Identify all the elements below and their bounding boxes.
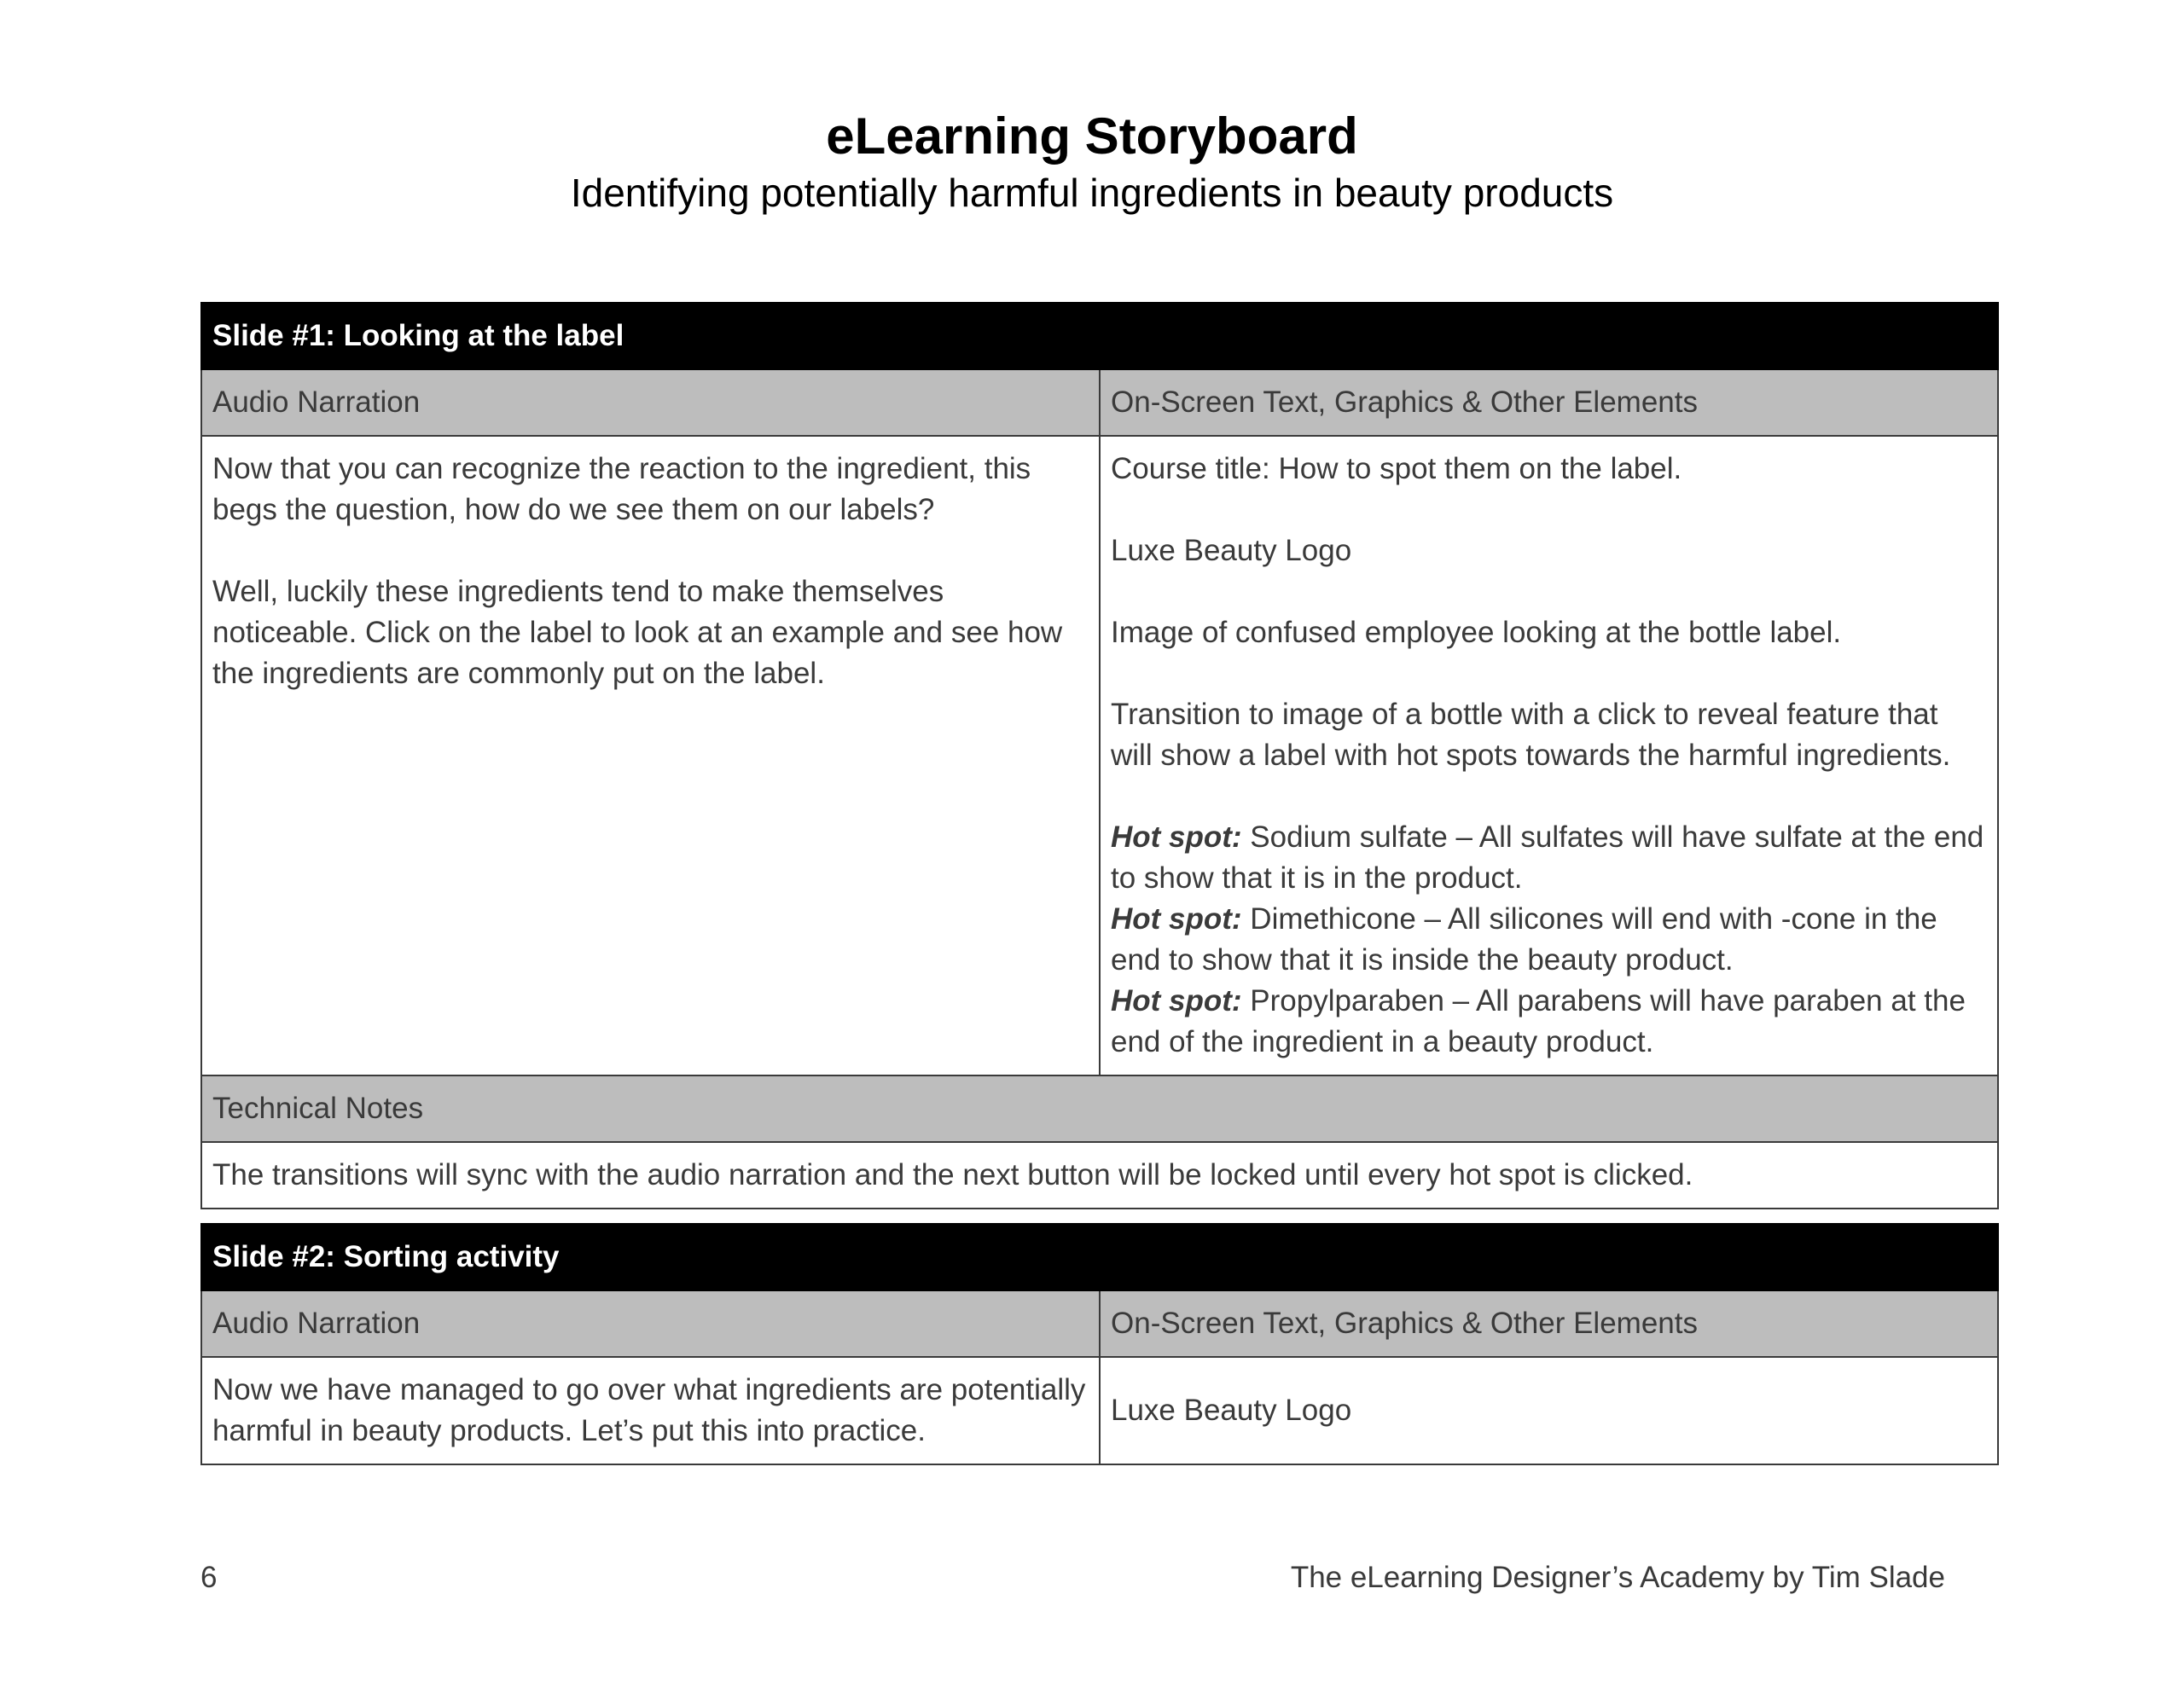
- hotspot-item: [1111, 899, 1987, 981]
- hotspot-text: Dimethicone – All silicones will end with -cone in the end to show that it is inside the beauty product.: [1111, 902, 1937, 977]
- onscreen-image-note: Image of confused employee looking at the bottle label.: [1111, 616, 1842, 649]
- hotspot-item: [1111, 981, 1987, 1063]
- slide-2-onscreen-heading: On-Screen Text, Graphics & Other Elements: [1100, 1290, 1998, 1357]
- slide-2-table: [200, 1223, 1999, 1465]
- onscreen-logo-note: Luxe Beauty Logo: [1111, 534, 1352, 567]
- slide-2-header: Slide #2: Sorting activity: [201, 1224, 1998, 1290]
- document-subtitle: Identifying potentially harmful ingredients in beauty products: [570, 171, 1614, 215]
- slide-1-audio-cell: [201, 436, 1100, 1075]
- audio-paragraph-1: Now that you can recognize the reaction to the ingredient, this begs the question, how do we see them on our labels?: [212, 452, 1031, 526]
- hotspot-item: [1111, 817, 1987, 899]
- slide-2-audio-heading: Audio Narration: [201, 1290, 1100, 1357]
- slide-1-technical-heading: Technical Notes: [201, 1075, 1998, 1142]
- document-title: eLearning Storyboard: [826, 107, 1358, 165]
- slide-1-table: [200, 302, 1999, 1209]
- onscreen-transition-note: Transition to image of a bottle with a click to reveal feature that will show a label with hot spots towards the harmful ingredients.: [1111, 698, 1951, 772]
- slide-1-onscreen-cell: [1100, 436, 1998, 1075]
- slide-2-audio-cell: Now we have managed to go over what ingredients are potentially harmful in beauty products. Let’s put this into practice.: [201, 1357, 1100, 1464]
- hotspot-label: Hot spot:: [1111, 984, 1242, 1017]
- slide-1-audio-heading: Audio Narration: [201, 369, 1100, 436]
- hotspot-label: Hot spot:: [1111, 902, 1242, 936]
- slide-2-onscreen-cell: Luxe Beauty Logo: [1100, 1357, 1998, 1464]
- slide-1-header: Slide #1: Looking at the label: [201, 303, 1998, 369]
- footer-credit: The eLearning Designer’s Academy by Tim Slade: [1290, 1561, 1945, 1594]
- onscreen-course-title: Course title: How to spot them on the label.: [1111, 452, 1682, 485]
- slide-1-onscreen-heading: On-Screen Text, Graphics & Other Elements: [1100, 369, 1998, 436]
- audio-paragraph-2: Well, luckily these ingredients tend to make themselves noticeable. Click on the label to look at an example and see how the ingredients are commonly put on the label.: [212, 575, 1063, 690]
- slide-1-technical-notes: The transitions will sync with the audio narration and the next button will be locked until every hot spot is clicked.: [201, 1142, 1998, 1209]
- page-number: 6: [200, 1561, 218, 1594]
- hotspot-label: Hot spot:: [1111, 820, 1242, 854]
- hotspot-text: Sodium sulfate – All sulfates will have sulfate at the end to show that it is in the product.: [1111, 820, 1984, 895]
- hotspot-text: Propylparaben – All parabens will have paraben at the end of the ingredient in a beauty product.: [1111, 984, 1966, 1058]
